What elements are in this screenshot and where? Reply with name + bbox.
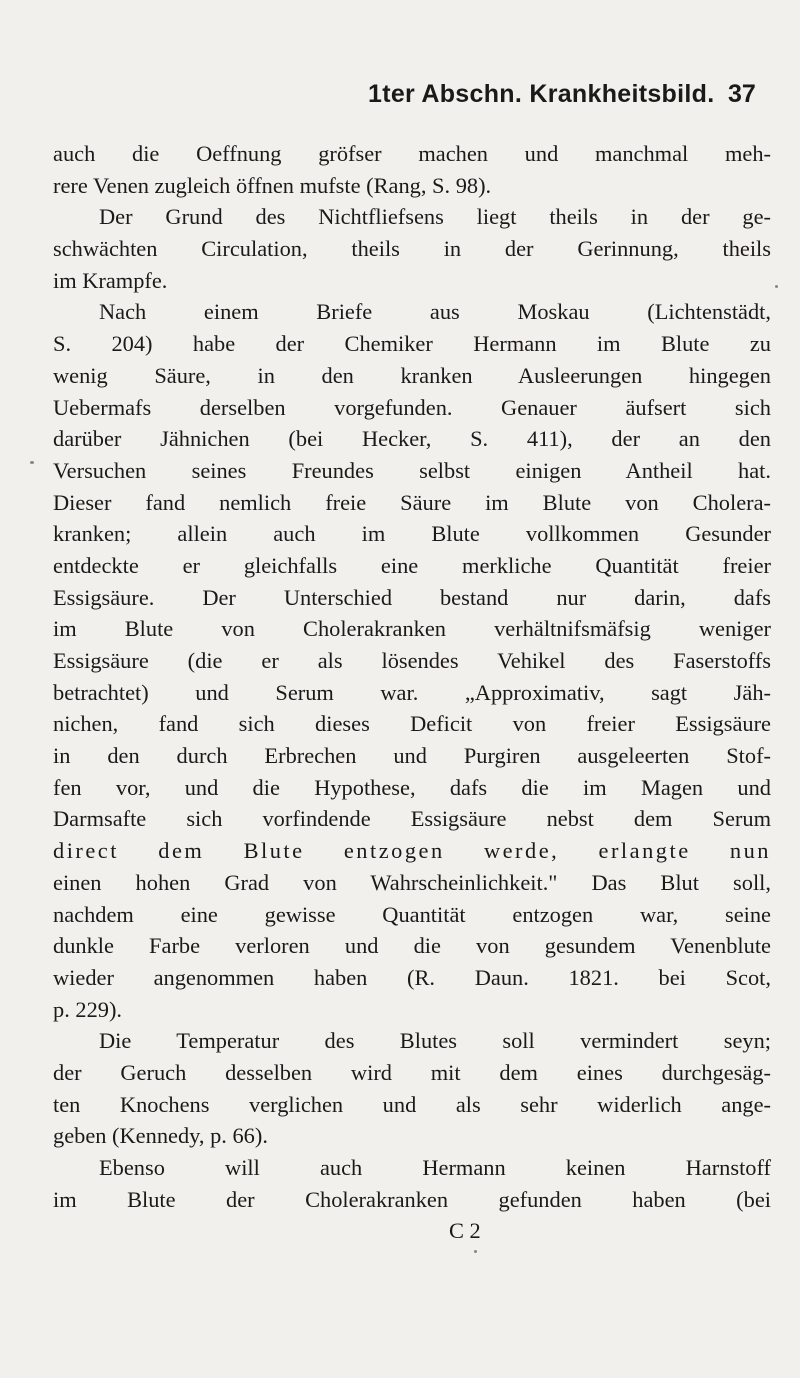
- scan-speck: [474, 1250, 477, 1253]
- signature-mark: C 2: [449, 1218, 481, 1244]
- text-line: Versuchen seines Freundes selbst einigen Antheil hat.: [53, 457, 771, 483]
- text-line: in den durch Erbrechen und Purgiren ausgeleerten Stof-: [53, 743, 771, 769]
- text-line: nichen, fand sich dieses Deficit von freier Essigsäure: [53, 711, 771, 737]
- text-line: einen hohen Grad von Wahrscheinlichkeit." Das Blut soll,: [53, 869, 771, 895]
- text-line: im Krampfe.: [53, 267, 168, 293]
- text-line: schwächten Circulation, theils in der Gerinnung, theils: [53, 236, 771, 262]
- text-line: rere Venen zugleich öffnen mufste (Rang, S. 98).: [53, 172, 492, 198]
- running-head-title: 1ter Abschn. Krankheitsbild.: [368, 80, 715, 108]
- text-line: Ebenso will auch Hermann keinen Harnstoff: [99, 1155, 771, 1180]
- text-line: betrachtet) und Serum war. „Approximativ, sagt Jäh-: [53, 679, 771, 705]
- text-line: Uebermafs derselben vorgefunden. Genauer äufsert sich: [53, 394, 771, 420]
- text-line: fen vor, und die Hypothese, dafs die im Magen und: [53, 774, 771, 800]
- text-line: Nach einem Briefe aus Moskau (Lichtenstädt,: [99, 299, 771, 325]
- text-line: kranken; allein auch im Blute vollkommen Gesunder: [53, 521, 771, 547]
- text-line: p. 229).: [53, 996, 123, 1022]
- text-line: ten Knochens verglichen und als sehr widerlich ange-: [53, 1091, 771, 1117]
- text-line: Dieser fand nemlich freie Säure im Blute von Cholera-: [53, 489, 771, 515]
- text-line: wenig Säure, in den kranken Ausleerungen hingegen: [53, 362, 771, 388]
- text-line: direct dem Blute entzogen werde, erlangte nun: [53, 838, 771, 864]
- text-line: der Geruch desselben wird mit dem eines durchgesäg-: [53, 1059, 771, 1085]
- text-line: Darmsafte sich vorfindende Essigsäure nebst dem Serum: [53, 806, 771, 832]
- text-line: Die Temperatur des Blutes soll vermindert seyn;: [99, 1028, 771, 1054]
- text-line: auch die Oeffnung gröfser machen und manchmal meh-: [53, 141, 771, 166]
- text-line: im Blute der Cholerakranken gefunden haben (bei: [53, 1186, 771, 1212]
- scan-speck: [30, 461, 34, 464]
- text-line: Der Grund des Nichtfliefsens liegt theils in der ge-: [99, 204, 771, 230]
- text-line: entdeckte er gleichfalls eine merkliche Quantität freier: [53, 552, 771, 578]
- text-line: nachdem eine gewisse Quantität entzogen war, seine: [53, 901, 771, 927]
- text-line: im Blute von Cholerakranken verhältnifsmäfsig weniger: [53, 616, 771, 642]
- text-line: geben (Kennedy, p. 66).: [53, 1123, 268, 1149]
- scan-speck: [775, 285, 778, 288]
- running-head: [0, 80, 800, 120]
- text-line: wieder angenommen haben (R. Daun. 1821. bei Scot,: [53, 964, 771, 990]
- text-line: Essigsäure. Der Unterschied bestand nur darin, dafs: [53, 584, 771, 610]
- body-text: [53, 138, 771, 1247]
- text-line: dunkle Farbe verloren und die von gesundem Venenblute: [53, 933, 771, 959]
- text-line: S. 204) habe der Chemiker Hermann im Blute zu: [53, 331, 771, 357]
- page-number: 37: [728, 80, 756, 108]
- text-line: darüber Jähnichen (bei Hecker, S. 411), der an den: [53, 426, 771, 452]
- text-line: Essigsäure (die er als lösendes Vehikel des Faserstoffs: [53, 648, 771, 673]
